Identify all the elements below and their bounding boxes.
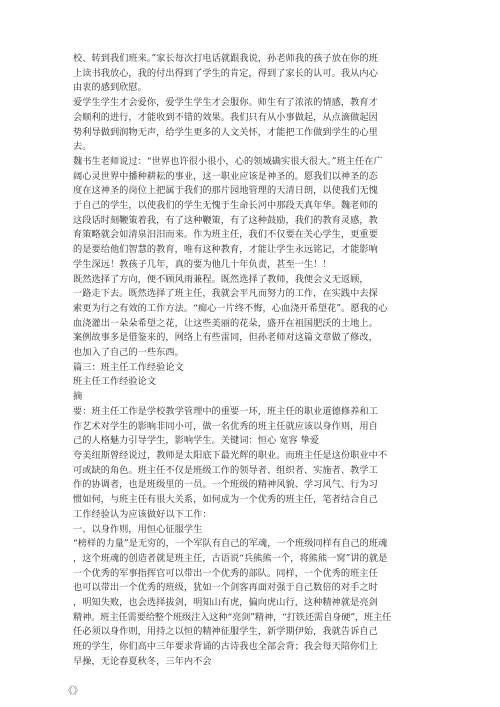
text-line: 班主任工作经验论文	[73, 376, 157, 388]
text-line: 血浇灌出一朵朵希望之花，让这些美丽的花朵，盛开在祖国肥沃的土地上。	[73, 317, 378, 329]
text-line: 班的学生，你们高中三年要求背诵的古诗我也全部会背；我会每天陪你们上	[73, 641, 378, 653]
text-line: 上读书我放心，我的付出得到了学生的肯定，得到了家长的认可。我从内心	[73, 67, 378, 79]
text-line: 索更为行之有效的工作方法。“痴心一片终不悔，心血浇开希望花”。愿我的心	[73, 302, 388, 314]
text-line: 会顺利的进行，才能收到不错的效果。我们只有从小事做起，从点滴做起因	[73, 111, 378, 123]
text-line: 魏书生老师说过：“世界也许很小很小，心的领域确实很大很大。”班主任在广	[73, 155, 383, 167]
text-line: 精神。班主任需要给整个班级注入这种“亮剑”精神，“打铁还需自身硬”，班主任	[73, 611, 392, 623]
text-line: 一路走下去。既然选择了班主任，我就会平凡而努力的工作，在实践中去探	[73, 288, 378, 300]
text-line: 惯如何，与班主任有很大关系，如何成为一个优秀的班主任，笔者结合自己	[73, 494, 378, 506]
text-line: 夸美纽斯曾经说过，教师是太阳底下最光辉的职业。而班主任是这份职业中不	[73, 449, 388, 461]
text-line: 由衷的感到欣慰。	[73, 82, 147, 94]
text-line: ，这个班魂的创造者就是班主任，古语说“兵熊熊一个，将熊熊一窝”讲的就是	[73, 552, 388, 564]
text-line: 案例故事多是借鉴来的，网络上有些雷同，但孙老师对这篇文章做了修改，	[73, 332, 378, 344]
document-body	[73, 52, 425, 670]
text-line: 也加入了自己的一些东西。	[73, 347, 184, 359]
text-line: 爱学生学生才会爱你，爱学生学生才会服你。师生有了浓浓的情感，教育才	[73, 97, 378, 109]
text-line: ，明知失败，也会选择拔剑，明知山有虎，偏向虎山行，这种精神就是亮剑	[73, 597, 378, 609]
text-line: 也可以带出一个优秀的班级，犹如一个剑客再面对强于自己数倍的对手之时	[73, 582, 378, 594]
text-line: 去。	[73, 141, 92, 153]
text-line: 学生深远！教孩子几年，真的要为他几十年负责，甚至一生！！	[73, 258, 332, 270]
text-line: 篇三：班主任工作经验论文	[73, 361, 184, 373]
text-line: 于自己的学生，以使我们的学生无愧于生命长河中那段天真年华。魏老师的	[73, 200, 378, 212]
text-line: 早操，无论春夏秋冬，三年内不会	[73, 655, 212, 667]
text-line: 度在这神圣的岗位上把属于我们的那片园地管理的天清日朗，以使我们无愧	[73, 185, 378, 197]
text-line: “榜样的力量”是无穷的，一个军队有自己的军魂，一个班级同样有自己的班魂	[73, 538, 388, 550]
text-line: 阔心灵世界中播种耕耘的事业，这一职业应该是神圣的。愿我们以神圣的态	[73, 170, 378, 182]
text-line: 己的人格魅力引导学生，影响学生。关键词：恒心 宽容 挚爱	[73, 435, 320, 447]
text-line: 的是要给他们智慧的教育，唯有这种教育，才能让学生永远铭记，才能影响	[73, 244, 378, 256]
text-line: 作艺术对学生的影响非同小可，做一名优秀的班主任就应该以身作则，用自	[73, 420, 378, 432]
text-line: 工作经验认为应该做好以下工作：	[73, 508, 212, 520]
text-line: 一、以身作则，用恒心征服学生	[73, 523, 203, 535]
text-line: 一个优秀的军事指挥官可以带出一个优秀的部队。同样，一个优秀的班主任	[73, 567, 378, 579]
text-line: 可或缺的角色。班主任不仅是班级工作的领导者、组织者、实施者、教学工	[73, 464, 378, 476]
text-line: 任必须以身作则，用持之以恒的精神征服学生，新学期伊始，我就告诉自己	[73, 626, 378, 638]
text-line: 这段话时刻鞭策着我，有了这种鞭策，有了这种鼓励，我们的教育灵感，教	[73, 214, 378, 226]
text-line: 既然选择了方向，便不顾风雨兼程。既然选择了教师，我便会义无返顾，	[73, 273, 369, 285]
text-line: 校、转到我们班来。”家长每次打电话就跟我说，孙老师我的孩子放在你的班	[73, 53, 378, 64]
text-line: 育策略就会如清泉汨汨而来。作为班主任，我们不仅要在关心学生，更重要	[73, 229, 378, 241]
text-line: 势利导做到润物无声，给学生更多的人文关怀，才能把工作做到学生的心里	[73, 126, 378, 138]
text-line: 摘	[73, 391, 83, 403]
text-line: 要：班主任工作是学校教学管理中的重要一环，班主任的职业道德修养和工	[73, 405, 378, 417]
page-marker: 《》	[63, 686, 83, 697]
text-line: 作的协调者，也是班级里的一员。一个班级的精神风貌、学习风气、行为习	[73, 479, 378, 491]
